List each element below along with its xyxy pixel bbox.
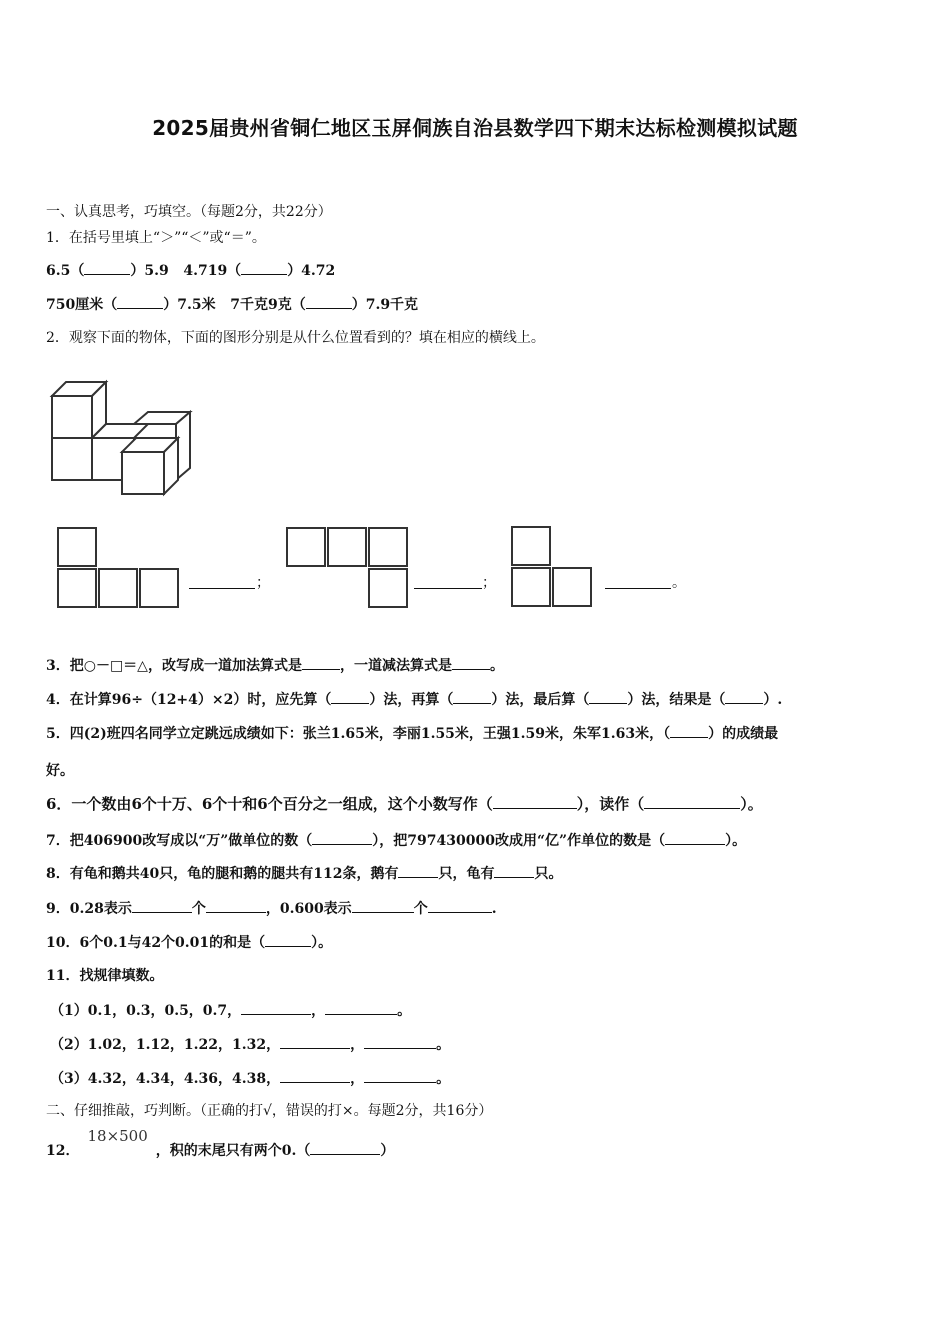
question-7: 7．把406900改写成以“万”做单位的数（ ），把797430000改成用“亿”作单位的数是（ ）。 [46, 830, 746, 851]
question-12: 12．18×500，积的末尾只有两个0.（ ） [46, 1127, 395, 1159]
view-3-figure [511, 526, 595, 610]
question-11-stem: 11．找规律填数。 [46, 968, 164, 984]
end-mark: 。 [672, 575, 686, 591]
view-2-figure [286, 527, 410, 611]
view-3-answer-line[interactable] [605, 588, 671, 589]
section-2-heading: 二、仔细推敲，巧判断。（正确的打√，错误的打×。每题2分，共16分） [46, 1103, 493, 1119]
question-4: 4．在计算96÷（12+4）×2）时，应先算（ ）法，再算（ ）法，最后算（ ）法，结果是（ ）. [46, 689, 782, 710]
question-10: 10．6个0.1与42个0.01的和是（ ）。 [46, 932, 332, 953]
page-title: 2025届贵州省铜仁地区玉屏侗族自治县数学四下期末达标检测模拟试题 [152, 116, 798, 140]
view-1-figure [57, 527, 181, 611]
question-9: 9．0.28表示 个 ，0.600表示 个 . [46, 898, 497, 919]
question-1-row-1: 6.5（ ）5.9 4.719（ ）4.72 [46, 260, 335, 281]
section-1-heading: 一、认真思考，巧填空。（每题2分，共22分） [46, 204, 332, 220]
separator-1: ； [256, 575, 270, 591]
view-1-answer-line[interactable] [189, 588, 255, 589]
question-11-item-2: （2）1.02，1.12，1.22，1.32， ， 。 [50, 1034, 450, 1055]
math-expression: 18×500 [87, 1127, 148, 1145]
question-6: 6．一个数由6个十万、6个十和6个百分之一组成，这个小数写作（ ），读作（ ）。 [46, 795, 763, 813]
view-2-answer-line[interactable] [414, 588, 482, 589]
question-5-line-1: 5．四(2)班四名同学立定跳远成绩如下：张兰1.65米，李丽1.55米，王强1.59米，朱军1.63米，（ ）的成绩最 [46, 723, 778, 744]
question-11-item-3: （3）4.32，4.34，4.36，4.38， ， 。 [50, 1068, 450, 1089]
question-11-item-1: （1）0.1，0.3，0.5，0.7， ， 。 [50, 1000, 411, 1021]
question-3: 3．把○－□＝△，改写成一道加法算式是 ，一道减法算式是 。 [46, 655, 504, 676]
question-5-line-2: 好。 [46, 763, 74, 779]
question-2-stem: 2．观察下面的物体，下面的图形分别是从什么位置看到的？填在相应的横线上。 [46, 330, 545, 346]
question-1-row-2: 750厘米（ ）7.5米 7千克9克（ ）7.9千克 [46, 294, 418, 315]
question-1-stem: 1．在括号里填上“＞”“＜”或“＝”。 [46, 230, 266, 246]
cube-stack-figure [46, 378, 196, 498]
question-8: 8．有龟和鹅共40只，龟的腿和鹅的腿共有112条，鹅有 只，龟有 只。 [46, 863, 562, 884]
separator-2: ； [482, 575, 496, 591]
